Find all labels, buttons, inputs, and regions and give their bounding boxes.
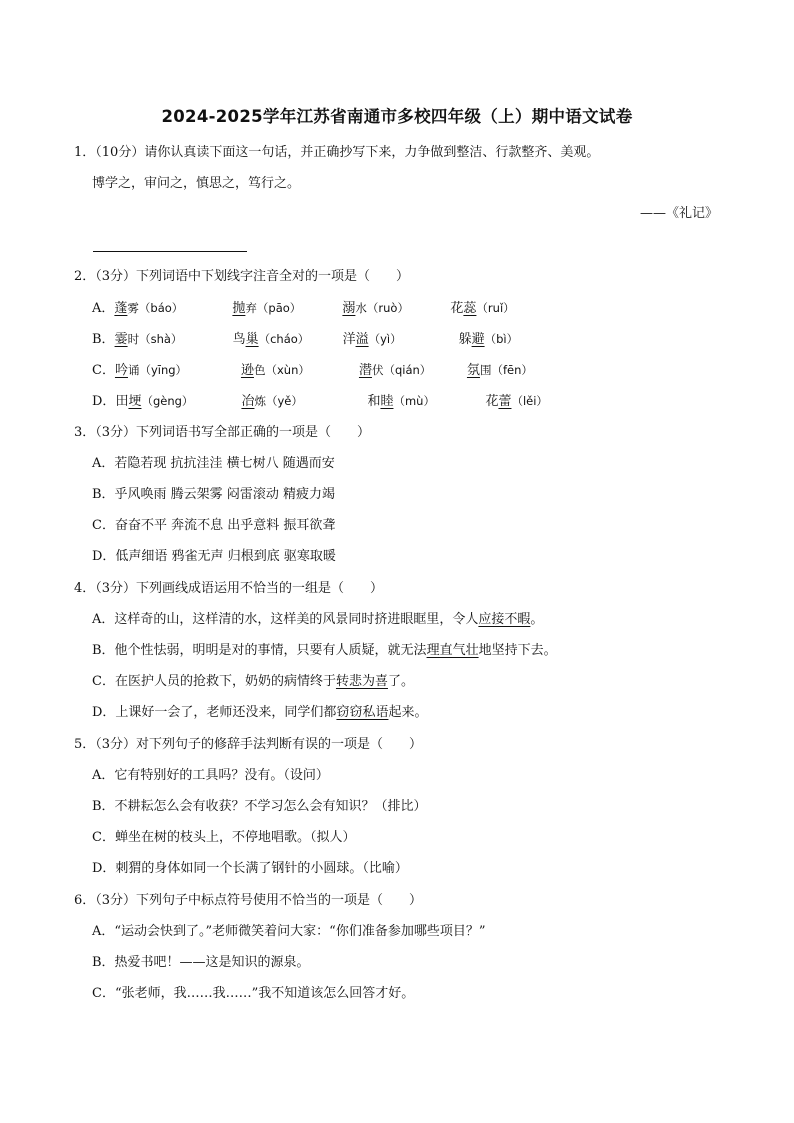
underlined-char: 蕾 — [498, 394, 512, 409]
question-3-option-d: D．低声细语 鸦雀无声 归根到底 驱寒取暖 — [92, 549, 336, 564]
question-3-option-a: A．若隐若现 抗抗洼洼 横七树八 随遇而安 — [92, 456, 335, 471]
question-5-option-c: C．蝉坐在树的枝头上，不停地唱歌。（拟人） — [92, 830, 356, 845]
underlined-idiom: 窃窃私语 — [336, 705, 389, 720]
option-label: D． — [92, 394, 116, 409]
option-label: A． — [92, 301, 115, 316]
question-4-option-a: A．这样奇的山，这样清的水，这样美的风景同时挤进眼眶里，令人应接不暇。 — [92, 612, 544, 627]
word-item: 花蕾（lěi） — [485, 394, 548, 409]
underlined-char: 蕊 — [463, 301, 477, 316]
question-4-option-b: B．他个性怯弱，明明是对的事情，只要有人质疑，就无法理直气壮地坚持下去。 — [92, 643, 557, 658]
word-item: 氛围（fēn） — [466, 363, 533, 378]
word-item: 花蕊（ruǐ） — [450, 301, 515, 316]
question-6-stem: 6．（3分）下列句子中标点符号使用不恰当的一项是（ ） — [74, 893, 423, 908]
word-item: 溺水（ruò） — [342, 301, 409, 316]
answer-line[interactable] — [93, 251, 247, 252]
question-3-option-c: C．奋奋不平 奔流不息 出乎意料 振耳欲聋 — [92, 518, 336, 533]
page-title: 2024-2025学年江苏省南通市多校四年级（上）期中语文试卷 — [161, 107, 633, 126]
question-2-option-a — [92, 299, 515, 318]
word-item: 潜伏（qián） — [358, 363, 432, 378]
question-6-option-c: C．“张老师，我……我……”我不知道该怎么回答才好。 — [92, 986, 415, 1001]
underlined-char: 避 — [471, 332, 485, 347]
question-2-option-d — [92, 392, 548, 411]
question-6-option-b: B．热爱书吧！——这是知识的源泉。 — [92, 955, 310, 970]
underlined-char: 霎 — [114, 332, 128, 347]
question-4-option-d: D．上课好一会了，老师还没来，同学们都窃窃私语起来。 — [92, 705, 428, 720]
underlined-char: 逊 — [240, 363, 254, 378]
word-item: 和睦（mù） — [367, 394, 435, 409]
word-item: 霎时（shà） — [114, 332, 183, 347]
underlined-char: 蓬 — [114, 301, 128, 316]
question-2-option-b — [92, 330, 518, 349]
question-2-stem: 2．（3分）下列词语中下划线字注音全对的一项是（ ） — [74, 269, 410, 284]
question-3-stem: 3．（3分）下列词语书写全部正确的一项是（ ） — [74, 425, 371, 440]
word-item: 吟诵（yīng） — [114, 363, 188, 378]
underlined-idiom: 理直气壮 — [426, 643, 479, 658]
question-5-option-d: D．刺猬的身体如同一个长满了钢针的小圆球。（比喻） — [92, 861, 408, 876]
word-item: 蓬雾（báo） — [114, 301, 184, 316]
word-item: 鸟巢（cháo） — [232, 332, 310, 347]
question-5-option-b: B．不耕耘怎么会有收获？不学习怎么会有知识？（排比） — [92, 799, 427, 814]
question-5-option-a: A．它有特别好的工具吗？没有。（设问） — [92, 768, 329, 783]
option-label: B． — [92, 332, 115, 347]
question-2-option-c — [92, 361, 533, 380]
question-1-quote: 博学之，审问之，慎思之，笃行之。 — [92, 176, 301, 191]
underlined-char: 溺 — [342, 301, 356, 316]
underlined-char: 潜 — [358, 363, 372, 378]
underlined-char: 氛 — [466, 363, 480, 378]
underlined-char: 睦 — [380, 394, 394, 409]
word-item: 冶炼（yě） — [241, 394, 303, 409]
question-5-stem: 5．（3分）对下列句子的修辞手法判断有误的一项是（ ） — [74, 737, 423, 752]
question-3-option-b: B．乎风唤雨 腾云架雾 闷雷滚动 精疲力竭 — [92, 487, 335, 502]
word-item: 洋溢（yì） — [342, 332, 402, 347]
option-label: C． — [92, 363, 115, 378]
question-1-stem: 1．（10分）请你认真读下面这一句话，并正确抄写下来，力争做到整洁、行款整齐、美观。 — [74, 145, 600, 160]
question-6-option-a: A．“运动会快到了。”老师微笑着问大家：“你们准备参加哪些项目？” — [92, 924, 486, 939]
question-4-stem: 4．（3分）下列画线成语运用不恰当的一组是（ ） — [74, 581, 384, 596]
underlined-char: 埂 — [128, 394, 142, 409]
underlined-char: 冶 — [241, 394, 255, 409]
underlined-char: 巢 — [245, 332, 259, 347]
question-4-option-c: C．在医护人员的抢救下，奶奶的病情终于转悲为喜了。 — [92, 674, 414, 689]
word-item: 躲避（bì） — [458, 332, 519, 347]
question-1-source: ——《礼记》 — [639, 206, 718, 221]
underlined-char: 吟 — [114, 363, 128, 378]
underlined-char: 抛 — [232, 301, 246, 316]
underlined-char: 溢 — [355, 332, 369, 347]
underlined-idiom: 转悲为喜 — [335, 674, 388, 689]
word-item: 田埂（gèng） — [115, 394, 194, 409]
word-item: 逊色（xùn） — [240, 363, 310, 378]
word-item: 抛弃（pāo） — [232, 301, 302, 316]
underlined-idiom: 应接不暇 — [478, 612, 531, 627]
